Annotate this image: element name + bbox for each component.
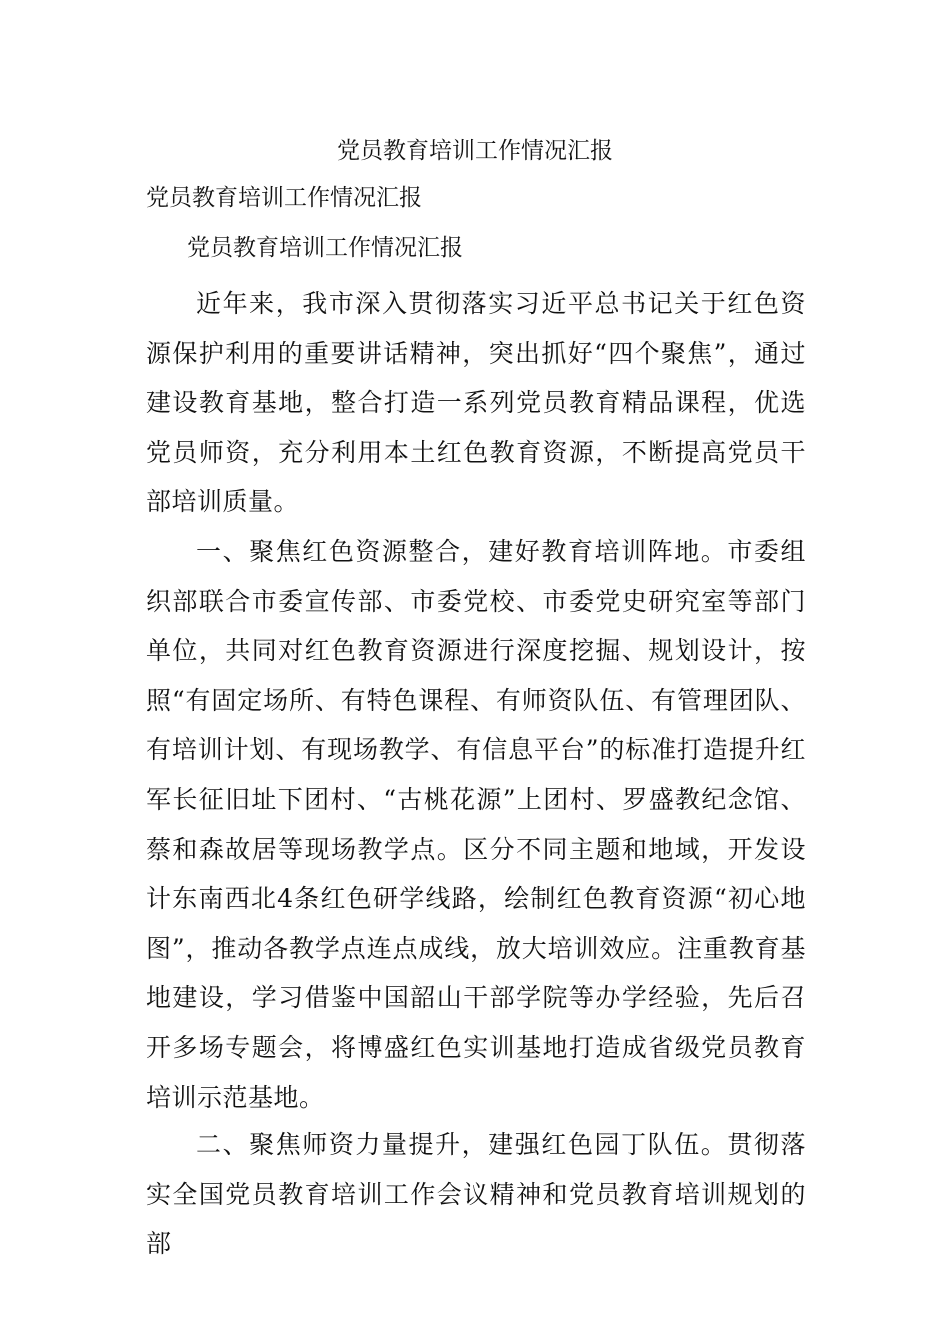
document-subtitle-1: 党员教育培训工作情况汇报	[146, 185, 422, 211]
paragraph-intro: 近年来，我市深入贯彻落实习近平总书记关于红色资源保护利用的重要讲话精神，突出抓好“四个聚焦”，通过建设教育基地，整合打造一系列党员教育精品课程，优选党员师资，充分利用本土红色教育资源，不断提高党员干部培训质量。	[146, 289, 806, 517]
document-subtitle-2: 党员教育培训工作情况汇报	[187, 235, 463, 261]
paragraph-section-2: 二、聚焦师资力量提升，建强红色园丁队伍。贯彻落实全国党员教育培训工作会议精神和党员教育培训规划的部	[146, 1130, 806, 1259]
document-title: 党员教育培训工作情况汇报	[337, 138, 613, 164]
paragraph-section-1: 一、聚焦红色资源整合，建好教育培训阵地。市委组织部联合市委宣传部、市委党校、市委党史研究室等部门单位，共同对红色教育资源进行深度挖掘、规划设计，按照“有固定场所、有特色课程、有师资队伍、有管理团队、有培训计划、有现场教学、有信息平台”的标准打造提升红军长征旧址下团村、“古桃花源”上团村、罗盛教纪念馆、蔡和森故居等现场教学点。区分不同主题和地域，开发设计东南西北4条红色研学线路，绘制红色教育资源“初心地图”，推动各教学点连点成线，放大培训效应。注重教育基地建设，学习借鉴中国韶山干部学院等办学经验，先后召开多场专题会，将博盛红色实训基地打造成省级党员教育培训示范基地。	[146, 537, 806, 1112]
